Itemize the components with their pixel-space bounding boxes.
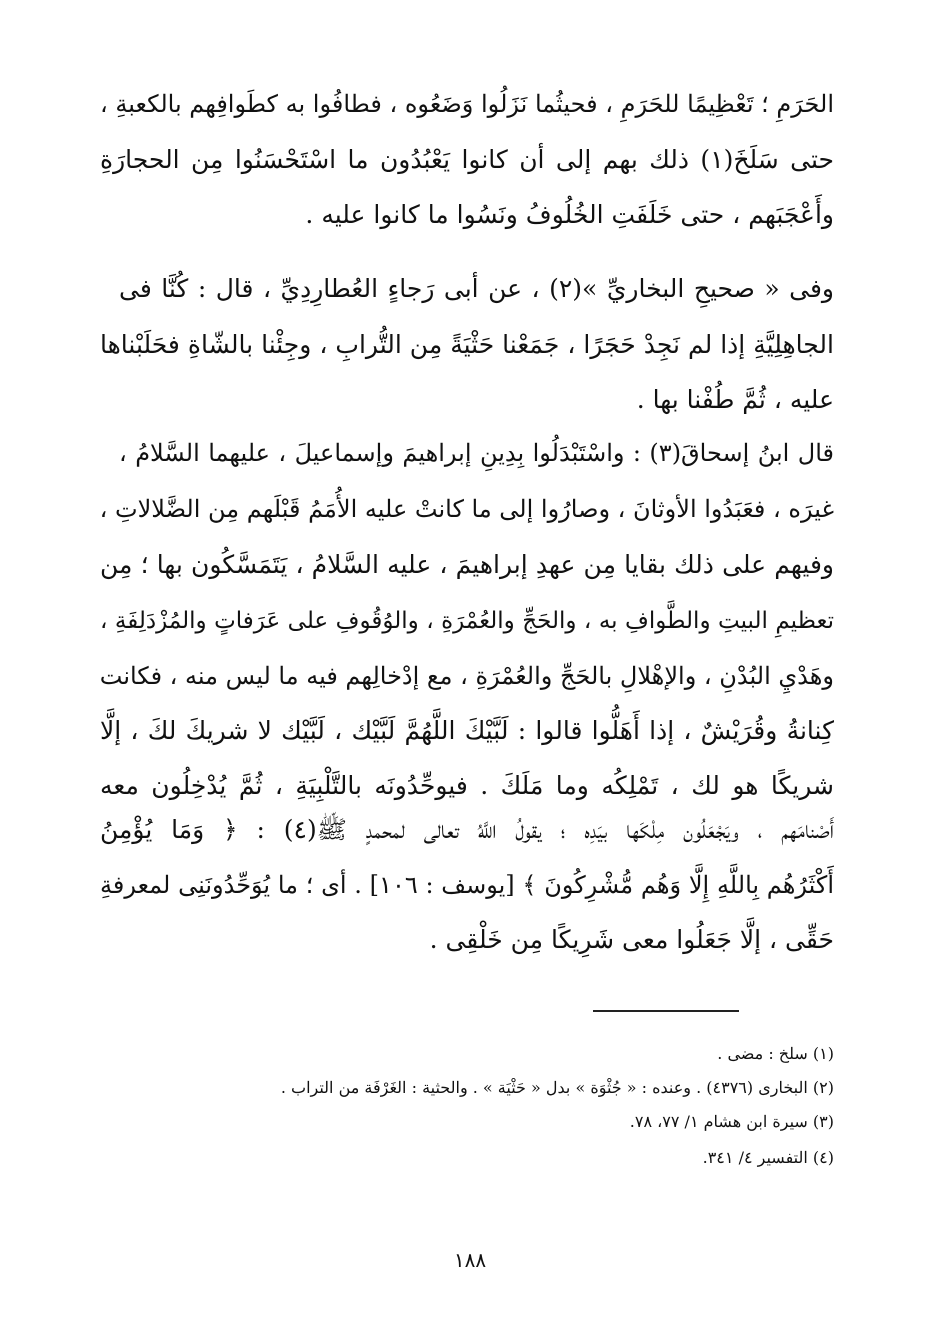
body-line: كِنانةُ وقُرَيْشٌ ، إذا أَهَلُّوا قالوا : لَبَّيْكَ اللَّهُمَّ لَبَّيْك ، لَبَّيْك لا شريكَ لكَ ، إلَّا bbox=[100, 716, 834, 745]
body-line: وأَعْجَبَهم ، حتى خَلَفَتِ الخُلُوفُ ونَسُوا ما كانوا عليه . bbox=[305, 200, 834, 229]
body-line: عليه ، ثُمَّ طُفْنا بها . bbox=[636, 385, 834, 414]
body-line: وهَدْيِ البُدْنِ ، والإهْلالِ بالحَجِّ والعُمْرَةِ ، مع إدْخالِهم فيه ما ليس منه ، فكانت bbox=[100, 662, 834, 690]
footnote: (٢) البخارى (٤٣٧٦) . وعنده : « جُثْوَة » بدل « حَثْيَة » . والحثية : الغَرْفَة من التراب . bbox=[280, 1078, 834, 1097]
body-line: أَصْنامَهم ، ويَجْعَلُون مِلْكَها بيَدِه ؛ يقولُ اللَّهُ تعالى لمحمدٍ ﷺ(٤) : ﴿ وَمَا يُؤْمِنُ bbox=[100, 815, 834, 844]
page-number: ١٨٨ bbox=[453, 1248, 487, 1272]
footnote: (١) سلخ : مضى . bbox=[717, 1044, 834, 1063]
footnote-separator bbox=[593, 1010, 739, 1012]
body-line: تعظيمِ البيتِ والطَّوافِ به ، والحَجِّ والعُمْرَةِ ، والوُقُوفِ على عَرَفاتٍ والمُزْدَلِفَةِ ، bbox=[100, 608, 834, 634]
body-line: الجاهِلِيَّةِ إذا لم نَجِدْ حَجَرًا ، جَمَعْنا حَثْيَةً مِن التُّرابِ ، وجِئْنا بالشّاةِ فحَلَبْناها bbox=[100, 330, 834, 359]
body-line: حَقِّى ، إلَّا جَعَلُوا معى شَرِيكًا مِن خَلْقِى . bbox=[429, 925, 834, 954]
body-line: غيرَه ، فعَبَدُوا الأوثانَ ، وصارُوا إلى ما كانتْ عليه الأُمَمُ قَبْلَهم مِن الضَّلالاتِ ، bbox=[100, 495, 834, 523]
body-line: الحَرَمِ ؛ تَعْظِيمًا للحَرَمِ ، فحيثُما نَزَلُوا وَضَعُوه ، فطافُوا به كطَوافِهم بالكعبةِ ، bbox=[100, 90, 834, 118]
body-line: قال ابنُ إسحاقَ(٣) : واسْتَبْدَلُوا بِدِينِ إبراهيمَ وإسماعيلَ ، عليهما السَّلامُ ، bbox=[119, 439, 834, 467]
body-line: حتى سَلَخَ(١) ذلك بهم إلى أن كانوا يَعْبُدُون ما اسْتَحْسَنُوا مِن الحجارَةِ bbox=[100, 145, 834, 174]
body-line: شريكًا هو لك ، تَمْلِكُه وما مَلَكَ . فيوحِّدُونَه بالتَّلْبِيَةِ ، ثُمَّ يُدْخِلُون معه bbox=[100, 771, 834, 800]
footnote: (٣) سيرة ابن هشام ١/ ٧٧، ٧٨. bbox=[629, 1112, 834, 1131]
footnote: (٤) التفسير ٤/ ٣٤١. bbox=[702, 1148, 834, 1167]
body-line: وفى « صحيحِ البخاريِّ »(٢) ، عن أبى رَجاءٍ العُطارِدِيِّ ، قال : كُنَّا فى bbox=[119, 274, 834, 303]
body-line: وفيهم على ذلك بقايا مِن عهدِ إبراهيمَ ، عليه السَّلامُ ، يَتَمَسَّكُون بها ؛ مِن bbox=[100, 550, 834, 579]
body-line: أَكْثَرُهُم بِاللَّهِ إِلَّا وَهُم مُّشْرِكُونَ ﴾ [يوسف : ١٠٦] . أى ؛ ما يُوَحِّدُونَنِى لمعرفةِ bbox=[100, 871, 834, 899]
